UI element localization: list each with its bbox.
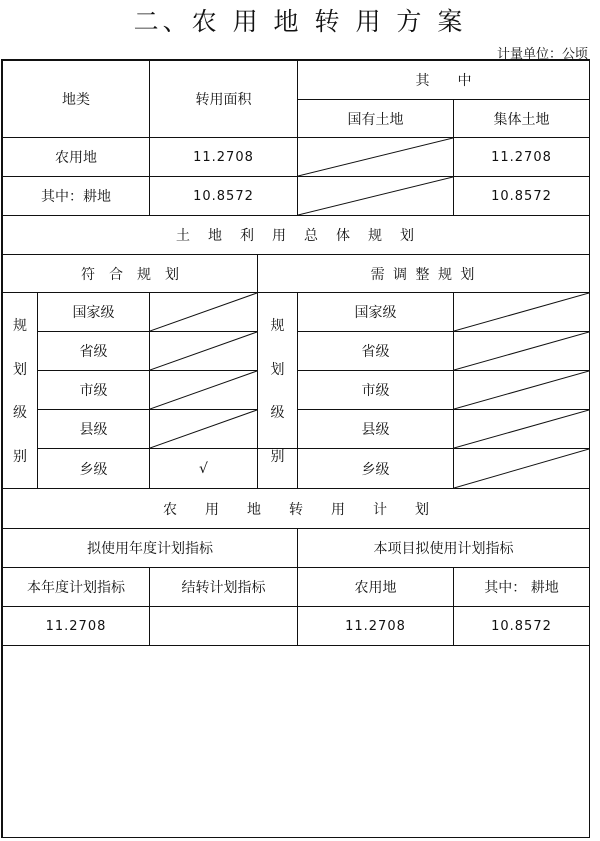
level-char: 别 — [270, 449, 285, 466]
col-carryover: 结转计划指标 — [149, 567, 298, 607]
value-carryover — [149, 606, 298, 646]
diagonal-strike — [150, 371, 257, 409]
right-township-blank — [257, 448, 298, 489]
right-level-province-mark — [453, 331, 590, 371]
diagonal-line — [298, 138, 453, 176]
right-level-national: 国家级 — [297, 292, 454, 332]
header-needs-adjust: 需 调 整 规 划 — [257, 254, 590, 293]
value-this-year: 11.2708 — [2, 606, 150, 646]
diagonal-line — [454, 371, 589, 409]
header-area: 转用面积 — [149, 60, 298, 138]
col-farmland: 农用地 — [297, 567, 454, 607]
level-char: 划 — [270, 361, 285, 378]
level-char: 划 — [13, 361, 27, 378]
value-farmland: 11.2708 — [297, 606, 454, 646]
level-char: 规 — [13, 317, 27, 334]
diagonal-line — [454, 410, 589, 448]
diagonal-line — [150, 410, 257, 448]
diagonal-strike — [150, 410, 257, 448]
row-collective-farmland: 11.2708 — [453, 137, 590, 177]
col-this-year: 本年度计划指标 — [2, 567, 150, 607]
right-level-township: 乡级 — [297, 448, 454, 489]
header-state-land: 国有土地 — [297, 99, 454, 138]
row-area-cultivated: 10.8572 — [149, 176, 298, 216]
diagonal-strike — [454, 410, 589, 448]
diagonal-strike — [454, 293, 589, 331]
diagonal-strike — [454, 332, 589, 370]
empty-state-farmland — [297, 137, 454, 177]
row-collective-cultivated: 10.8572 — [453, 176, 590, 216]
header-of-which: 其 中 — [297, 60, 590, 100]
left-level-township: 乡级 — [37, 448, 150, 489]
level-char: 级 — [270, 405, 285, 422]
left-level-province: 省级 — [37, 331, 150, 371]
diagonal-line — [150, 371, 257, 409]
level-char: 规 — [270, 317, 285, 334]
empty-state-cultivated — [297, 176, 454, 216]
diagonal-strike — [298, 177, 453, 215]
level-char: 别 — [13, 449, 27, 466]
right-level-city: 市级 — [297, 370, 454, 410]
header-collective-land: 集体土地 — [453, 99, 590, 138]
diagonal-line — [150, 332, 257, 370]
blank-area — [2, 645, 590, 837]
right-level-city-mark — [453, 370, 590, 410]
level-char: 级 — [13, 405, 27, 422]
left-level-county: 县级 — [37, 409, 150, 449]
diagonal-line — [150, 293, 257, 331]
section-title-conversion-plan: 农 用 地 转 用 计 划 — [2, 488, 590, 529]
check-mark: √ — [149, 448, 258, 489]
section-title-land-plan: 土 地 利 用 总 体 规 划 — [2, 215, 590, 255]
right-level-township-mark — [453, 448, 590, 489]
right-level-province: 省级 — [297, 331, 454, 371]
unit-label: 计量单位：公顷 — [496, 47, 588, 62]
left-level-city-mark — [149, 370, 258, 410]
header-annual-plan: 拟使用年度计划指标 — [2, 528, 298, 568]
level-label-left — [2, 292, 38, 489]
left-level-county-mark — [149, 409, 258, 449]
diagonal-line — [298, 177, 453, 215]
diagonal-line — [454, 449, 589, 488]
diagonal-strike — [150, 293, 257, 331]
header-conforms: 符 合 规 划 — [2, 254, 258, 293]
left-level-city: 市级 — [37, 370, 150, 410]
value-cultivated: 10.8572 — [453, 606, 590, 646]
diagonal-line — [454, 332, 589, 370]
row-area-farmland: 11.2708 — [149, 137, 298, 177]
diagonal-strike — [454, 371, 589, 409]
right-level-national-mark — [453, 292, 590, 332]
diagonal-strike — [150, 332, 257, 370]
left-level-province-mark — [149, 331, 258, 371]
conversion-plan-form — [1, 59, 590, 838]
page-title: 二、农 用 地 转 用 方 案 — [133, 7, 467, 36]
row-label-farmland: 农用地 — [2, 137, 150, 177]
header-land-type: 地类 — [2, 60, 150, 138]
col-cultivated: 其中： 耕地 — [453, 567, 590, 607]
left-level-national: 国家级 — [37, 292, 150, 332]
diagonal-line — [454, 293, 589, 331]
header-project-plan: 本项目拟使用计划指标 — [297, 528, 590, 568]
diagonal-strike — [298, 138, 453, 176]
diagonal-strike — [454, 449, 589, 488]
right-level-county-mark — [453, 409, 590, 449]
left-level-national-mark — [149, 292, 258, 332]
row-label-cultivated: 其中：耕地 — [2, 176, 150, 216]
right-level-county: 县级 — [297, 409, 454, 449]
